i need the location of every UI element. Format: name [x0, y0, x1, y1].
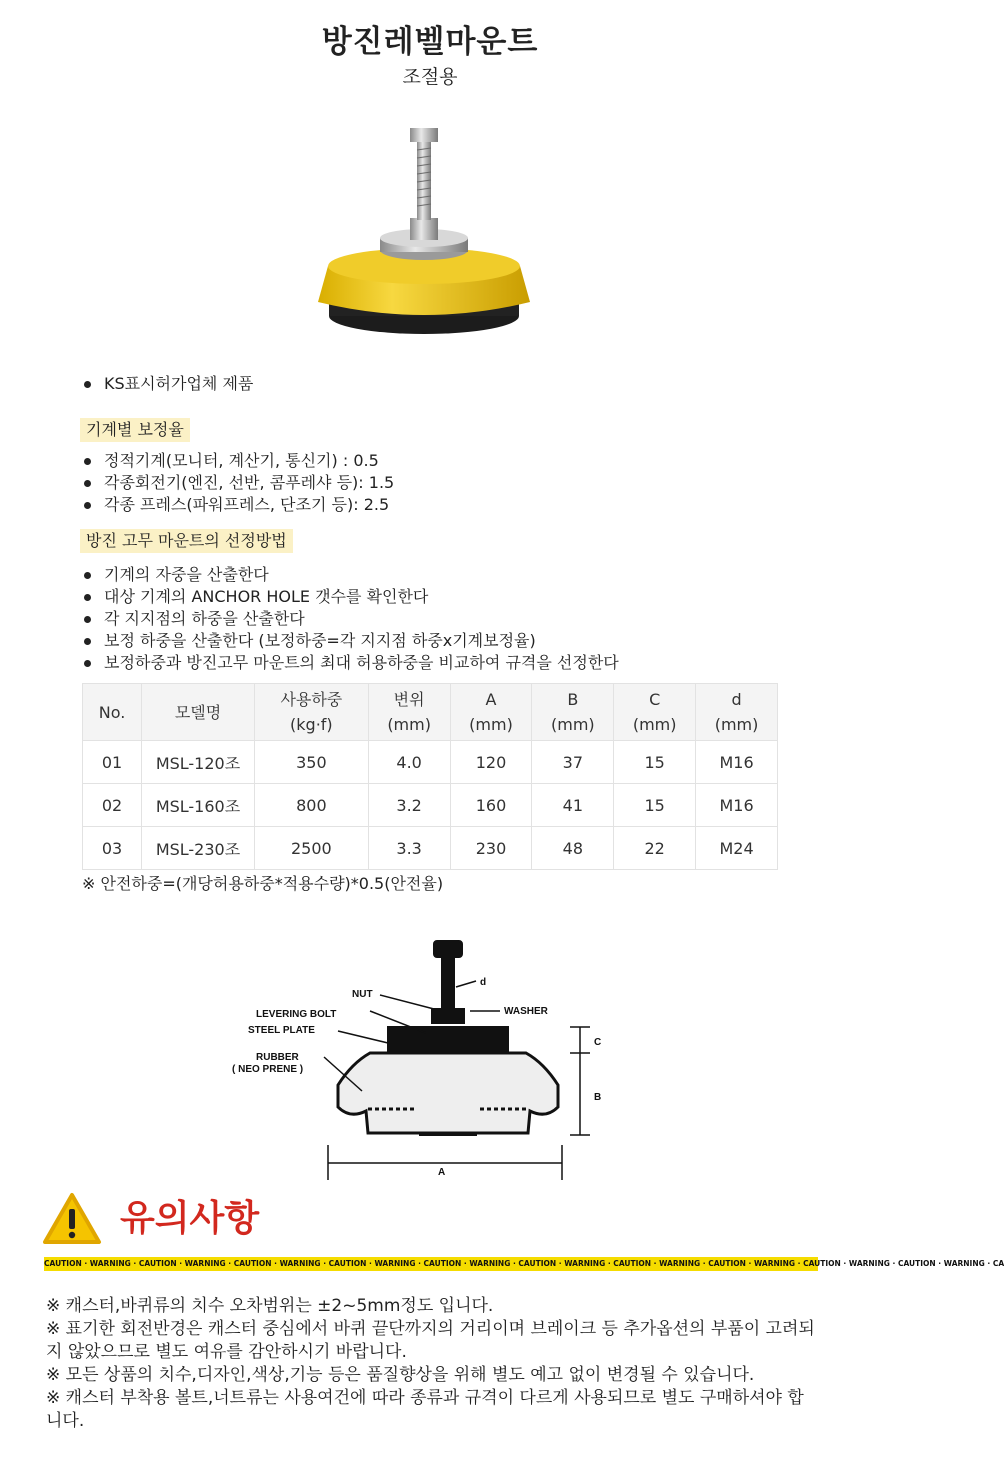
label-rubber: RUBBER [256, 1052, 299, 1063]
cell: M16 [696, 784, 778, 827]
safety-load-note: ※ 안전하중=(개당허용하중*적용수량)*0.5(안전율) [82, 874, 444, 893]
table-row [83, 827, 778, 870]
col-header: B (mm) [532, 684, 614, 741]
cell: 2500 [255, 827, 369, 870]
list-item: 대상 기계의 ANCHOR HOLE 갯수를 확인한다 [82, 586, 619, 608]
col-header: 변위 (mm) [368, 684, 450, 741]
col-header: A (mm) [450, 684, 532, 741]
page-title: 방진레벨마운트 [321, 24, 539, 60]
notice-item: ※ 캐스터 부착용 볼트,너트류는 사용여건에 따라 종류과 규격이 다르게 사용되므로 별도 구매하셔야 합니다. [46, 1388, 804, 1431]
label-levering-bolt: LEVERING BOLT [256, 1009, 337, 1020]
notice-item: ※ 표기한 회전반경은 캐스터 중심에서 바퀴 끝단까지의 거리이며 브레이크 등 추가옵션의 부품이 고려되지 않았으므로 별도 여유를 감안하시기 바랍니다. [46, 1319, 815, 1362]
label-steel-plate: STEEL PLATE [248, 1025, 315, 1036]
cell: 37 [532, 741, 614, 784]
page-subtitle: 조절용 [402, 66, 458, 88]
cell: 160 [450, 784, 532, 827]
cell: 03 [83, 827, 142, 870]
col-header: C (mm) [614, 684, 696, 741]
cell: 02 [83, 784, 142, 827]
notice-item: ※ 캐스터,바퀴류의 치수 오차범위는 ±2~5mm정도 입니다. [46, 1296, 494, 1316]
col-header: 사용하중 (kg·f) [255, 684, 369, 741]
cell: M16 [696, 741, 778, 784]
mount-cross-section-diagram [220, 935, 640, 1180]
label-neo-prene: ( NEO PRENE ) [232, 1064, 304, 1075]
cell: 15 [614, 784, 696, 827]
correction-rate-list [82, 450, 394, 516]
intro-list [82, 373, 253, 395]
cell: 350 [255, 741, 369, 784]
label-b: B [594, 1092, 602, 1103]
spec-table [82, 683, 778, 870]
list-item: 정적기계(모니터, 계산기, 통신기) : 0.5 [82, 450, 394, 472]
cell: 22 [614, 827, 696, 870]
cell: 230 [450, 827, 532, 870]
cell: MSL-230조 [142, 827, 255, 870]
cell: 15 [614, 741, 696, 784]
notice-item: ※ 모든 상품의 치수,디자인,색상,기능 등은 품질향상을 위해 별도 예고 없이 변경될 수 있습니다. [46, 1365, 755, 1385]
cell: 4.0 [368, 741, 450, 784]
table-row [83, 741, 778, 784]
cell: 3.2 [368, 784, 450, 827]
cell: MSL-160조 [142, 784, 255, 827]
cell: 48 [532, 827, 614, 870]
caution-tape: CAUTION · WARNING · CAUTION · WARNING · CAUTION · WARNING · CAUTION · WARNING · CAUTION · WARNING · CAUTION · WARNING · CAUTION · WARNING · CAUTION · WARNING · CAUTION · WARNING · CAUTION · WARNING · CA [44, 1257, 818, 1271]
cell: 120 [450, 741, 532, 784]
cell: 800 [255, 784, 369, 827]
section-heading: 방진 고무 마운트의 선정방법 [80, 529, 293, 553]
list-item: 보정 하중을 산출한다 (보정하중=각 지지점 하중x기계보정율) [82, 630, 619, 652]
col-header: 모델명 [142, 684, 255, 741]
col-header: d (mm) [696, 684, 778, 741]
list-item: 각종 프레스(파워프레스, 단조기 등): 2.5 [82, 494, 394, 516]
label-a: A [438, 1167, 446, 1178]
list-item: 각 지지점의 하중을 산출한다 [82, 608, 619, 630]
selection-method-list [82, 564, 619, 674]
warning-title: 유의사항 [120, 1198, 260, 1239]
col-header: No. [83, 684, 142, 741]
label-c: C [594, 1037, 602, 1048]
label-d: d [480, 977, 487, 988]
list-item: 보정하중과 방진고무 마운트의 최대 허용하중을 비교하여 규격을 선정한다 [82, 652, 619, 674]
list-item: KS표시허가업체 제품 [82, 373, 253, 395]
list-item: 기계의 자중을 산출한다 [82, 564, 619, 586]
label-washer: WASHER [504, 1006, 548, 1017]
cell: 41 [532, 784, 614, 827]
cell: MSL-120조 [142, 741, 255, 784]
warning-icon [42, 1192, 102, 1246]
notice-list [46, 1295, 816, 1433]
table-row [83, 784, 778, 827]
table-header-row [83, 684, 778, 741]
list-item: 각종회전기(엔진, 선반, 콤푸레샤 등): 1.5 [82, 472, 394, 494]
section-heading: 기계별 보정율 [80, 418, 190, 442]
cell: 3.3 [368, 827, 450, 870]
cell: M24 [696, 827, 778, 870]
cell: 01 [83, 741, 142, 784]
product-photo [212, 78, 648, 378]
label-nut: NUT [352, 989, 373, 1000]
